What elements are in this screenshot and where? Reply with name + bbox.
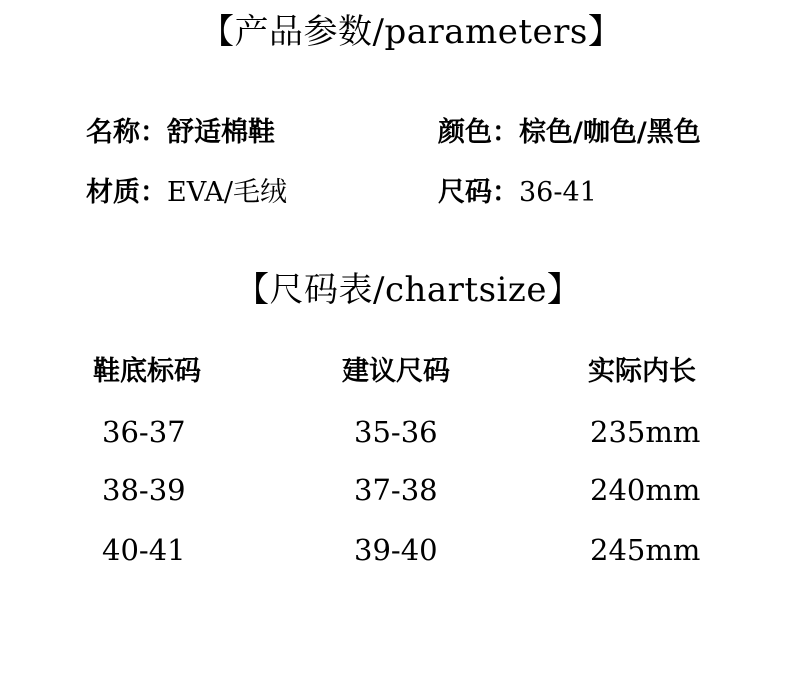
name-value: 舒适棉鞋 [167, 117, 275, 148]
color-value: 棕色/咖色/黑色 [519, 117, 701, 148]
column-header-inner-length: 实际内长 [588, 356, 696, 387]
size-chart-title: 【尺码表/chartsize】 [235, 270, 582, 310]
parameters-title: 【产品参数/parameters】 [200, 12, 623, 52]
material-label: 材质： [86, 177, 167, 208]
material-value: EVA/毛绒 [167, 177, 287, 208]
table-cell-recommended-size: 39-40 [354, 533, 438, 567]
table-cell-recommended-size: 37-38 [354, 473, 438, 507]
table-cell-inner-length: 245mm [590, 533, 701, 567]
size-row [438, 176, 597, 210]
table-cell-inner-length: 240mm [590, 473, 701, 507]
name-label: 名称： [86, 117, 167, 148]
material-row [86, 176, 287, 210]
table-cell-sole-size: 40-41 [102, 533, 186, 567]
color-label: 颜色： [438, 117, 519, 148]
table-cell-inner-length: 235mm [590, 415, 701, 449]
column-header-recommended-size: 建议尺码 [342, 356, 450, 387]
table-cell-sole-size: 38-39 [102, 473, 186, 507]
color-row [438, 116, 701, 150]
column-header-sole-size: 鞋底标码 [93, 356, 201, 387]
table-cell-sole-size: 36-37 [102, 415, 186, 449]
name-row [86, 116, 275, 150]
table-cell-recommended-size: 35-36 [354, 415, 438, 449]
size-value: 36-41 [519, 177, 597, 208]
size-label: 尺码： [438, 177, 519, 208]
